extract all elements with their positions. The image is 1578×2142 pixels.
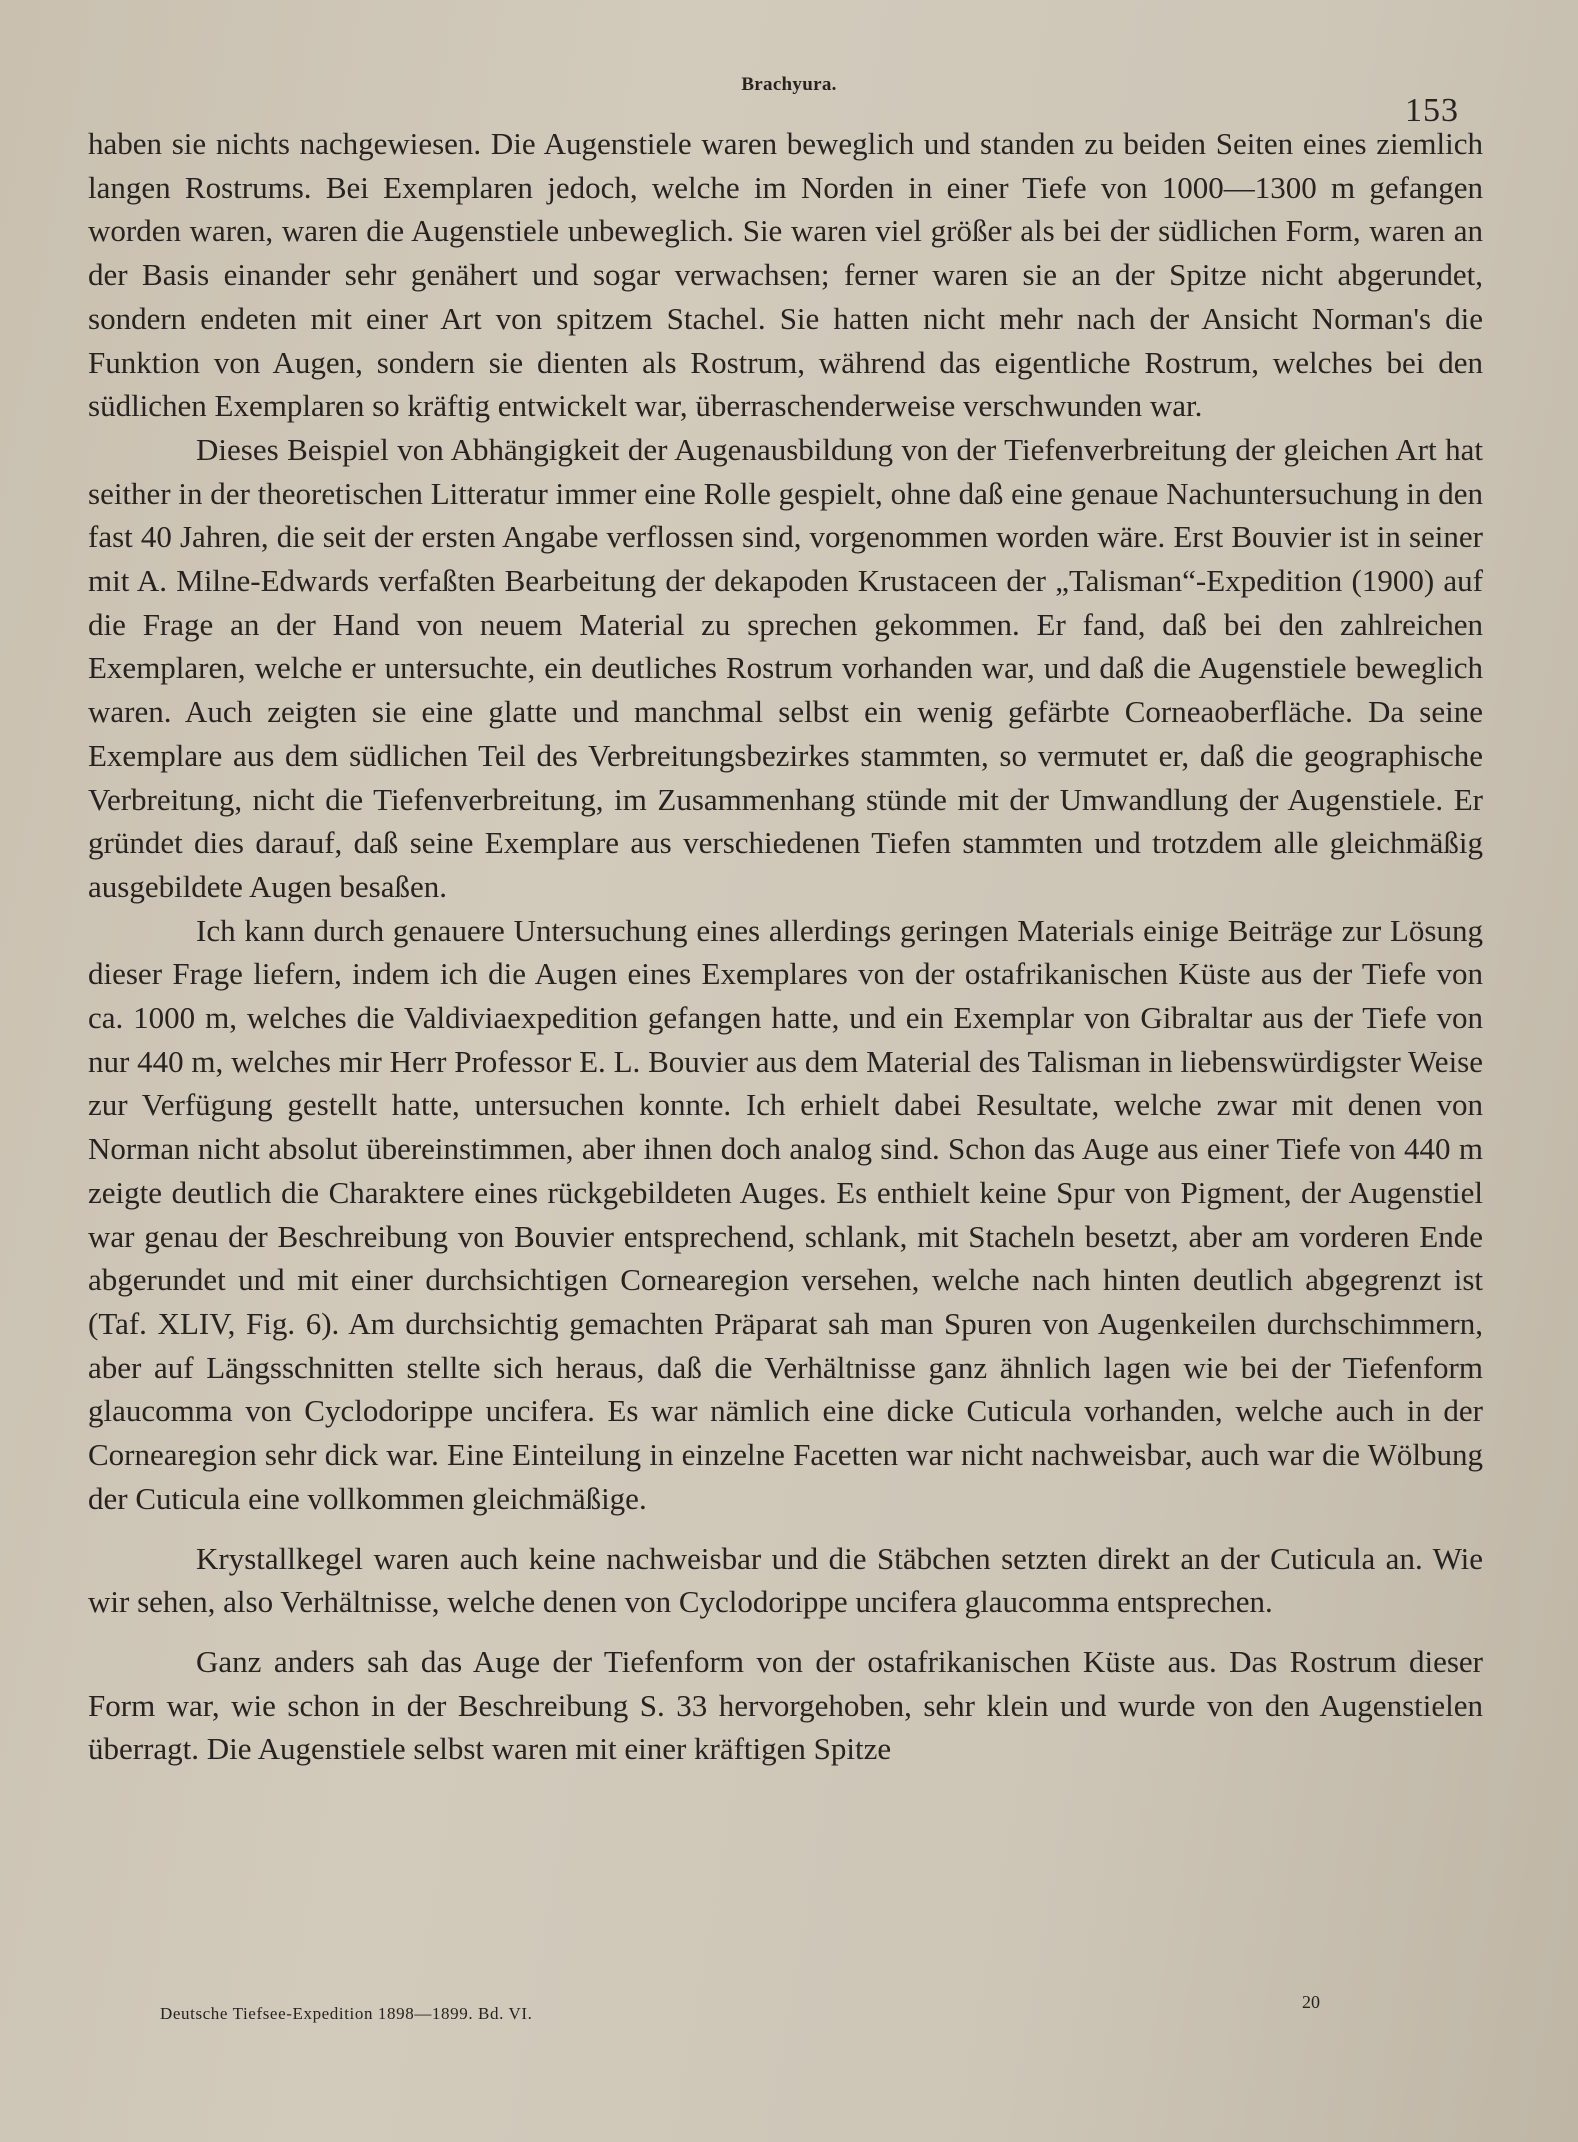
paragraph: Dieses Beispiel von Abhängigkeit der Augenausbildung von der Tiefenverbreitung der gleichen Art hat seither in der theoretischen Litteratur immer eine Rolle gespielt, ohne daß eine genaue Nachuntersuchung in den fast 40 Jahren, die seit der ersten Angabe verflossen sind, vorgenommen worden wäre. Erst Bouvier ist in seiner mit A. Milne-Edwards verfaßten Bearbeitung der dekapoden Krustaceen der „Talisman“-Expedition (1900) auf die Frage an der Hand von neuem Material zu sprechen gekommen. Er fand, daß bei den zahlreichen Exemplaren, welche er untersuchte, ein deutliches Rostrum vorhanden war, und daß die Augenstiele beweglich waren. Auch zeigten sie eine glatte und manchmal selbst ein wenig gefärbte Corneaoberfläche. Da seine Exemplare aus dem südlichen Teil des Verbreitungsbezirkes stammten, so vermutet er, daß die geographische Verbreitung, nicht die Tiefenverbreitung, im Zusammenhang stünde mit der Umwandlung der Augenstiele. Er gründet dies darauf, daß seine Exemplare aus verschiedenen Tiefen stammten und trotzdem alle gleichmäßig ausgebildete Augen besaßen.	[88, 431, 1483, 904]
running-head: Brachyura.	[741, 74, 837, 95]
body-text	[88, 122, 1483, 1771]
paragraph: Ganz anders sah das Auge der Tiefenform von der ostafrikanischen Küste aus. Das Rostrum dieser Form war, wie schon in der Beschreibung S. 33 hervorgehoben, sehr klein und wurde von den Augenstielen überragt. Die Augenstiele selbst waren mit einer kräftigen Spitze	[88, 1643, 1483, 1767]
paragraph: Krystallkegel waren auch keine nachweisbar und die Stäbchen setzten direkt an der Cuticula an. Wie wir sehen, also Verhältnisse, welche denen von Cyclodorippe uncifera glaucomma entsprechen.	[88, 1540, 1483, 1620]
paragraph: haben sie nichts nachgewiesen. Die Augenstiele waren beweglich und standen zu beiden Seiten eines ziemlich langen Rostrums. Bei Exemplaren jedoch, welche im Norden in einer Tiefe von 1000—1300 m gefangen worden waren, waren die Augenstiele unbeweglich. Sie waren viel größer als bei der südlichen Form, waren an der Basis einander sehr genähert und sogar verwachsen; ferner waren sie an der Spitze nicht abgerundet, sondern endeten mit einer Art von spitzem Stachel. Sie hatten nicht mehr nach der Ansicht Norman's die Funktion von Augen, sondern sie dienten als Rostrum, während das eigentliche Rostrum, welches bei den südlichen Exemplaren so kräftig entwickelt war, überraschenderweise verschwunden war.	[88, 126, 1483, 424]
page-number: 153	[1405, 92, 1459, 129]
signature-mark: 20	[1302, 1992, 1320, 2012]
footer-citation: Deutsche Tiefsee-Expedition 1898—1899. Bd. VI.	[160, 2004, 533, 2023]
paragraph: Ich kann durch genauere Untersuchung eines allerdings geringen Materials einige Beiträge zur Lösung dieser Frage liefern, indem ich die Augen eines Exemplares von der ostafrikanischen Küste aus der Tiefe von ca. 1000 m, welches die Valdiviaexpedition gefangen hatte, und ein Exemplar von Gibraltar aus der Tiefe von nur 440 m, welches mir Herr Professor E. L. Bouvier aus dem Material des Talisman in liebenswürdigster Weise zur Verfügung gestellt hatte, untersuchen konnte. Ich erhielt dabei Resultate, welche zwar mit denen von Norman nicht absolut übereinstimmen, aber ihnen doch analog sind. Schon das Auge aus einer Tiefe von 440 m zeigte deutlich die Charaktere eines rückgebildeten Auges. Es enthielt keine Spur von Pigment, der Augenstiel war genau der Beschreibung von Bouvier entsprechend, schlank, mit Stacheln besetzt, aber am vorderen Ende abgerundet und mit einer durchsichtigen Cornearegion versehen, welche nach hinten deutlich abgegrenzt ist (Taf. XLIV, Fig. 6). Am durchsichtig gemachten Präparat sah man Spuren von Augenkeilen durchschimmern, aber auf Längsschnitten stellte sich heraus, daß die Verhältnisse ganz ähnlich lagen wie bei der Tiefenform glaucomma von Cyclodorippe uncifera. Es war nämlich eine dicke Cuticula vorhanden, welche auch in der Cornearegion sehr dick war. Eine Einteilung in einzelne Facetten war nicht nachweisbar, auch war die Wölbung der Cuticula eine vollkommen gleichmäßige.	[88, 912, 1483, 1516]
